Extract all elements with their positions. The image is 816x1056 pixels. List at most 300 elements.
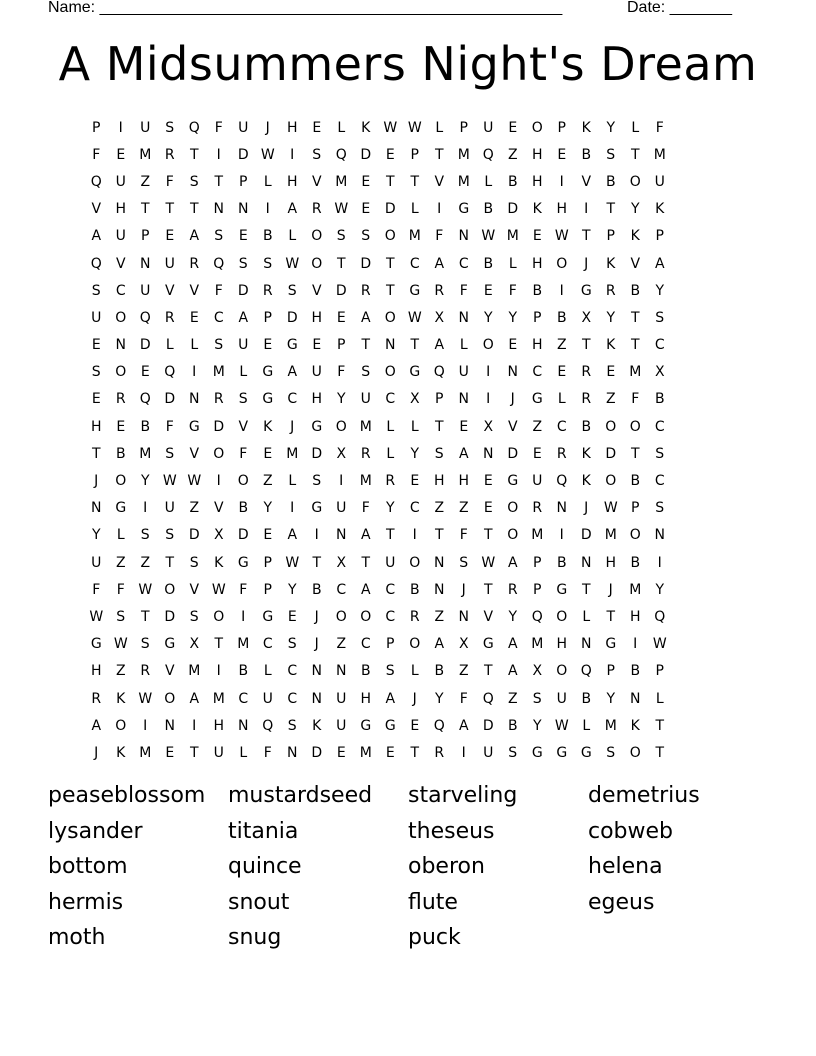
grid-cell[interactable]: S [655, 500, 665, 517]
grid-cell[interactable]: Q [433, 717, 445, 734]
grid-cell[interactable]: Y [508, 608, 518, 625]
grid-cell[interactable]: C [115, 282, 126, 299]
grid-cell[interactable]: L [165, 337, 174, 354]
grid-cell[interactable]: Z [336, 636, 347, 653]
grid-cell[interactable]: W [113, 636, 128, 653]
grid-cell[interactable]: W [334, 201, 349, 218]
grid-cell[interactable]: H [213, 717, 225, 734]
grid-cell[interactable]: A [434, 255, 445, 272]
grid-cell[interactable]: G [384, 717, 396, 734]
grid-cell[interactable]: I [192, 717, 197, 734]
grid-cell[interactable]: Q [213, 255, 225, 272]
grid-cell[interactable]: N [336, 527, 347, 544]
grid-cell[interactable]: I [143, 717, 148, 734]
grid-cell[interactable]: K [116, 690, 126, 707]
grid-cell[interactable]: J [608, 581, 613, 598]
grid-cell[interactable]: V [238, 418, 249, 435]
grid-cell[interactable]: R [385, 473, 396, 490]
grid-cell[interactable]: E [91, 391, 101, 408]
grid-cell[interactable]: P [655, 663, 664, 680]
grid-cell[interactable]: R [360, 445, 371, 462]
grid-cell[interactable]: N [630, 690, 641, 707]
grid-cell[interactable]: P [459, 119, 468, 136]
grid-cell[interactable]: N [336, 663, 347, 680]
grid-cell[interactable]: T [483, 581, 493, 598]
grid-cell[interactable]: V [164, 663, 175, 680]
grid-cell[interactable]: D [237, 282, 249, 299]
grid-cell[interactable]: H [286, 173, 298, 190]
grid-cell[interactable]: N [385, 337, 396, 354]
grid-cell[interactable]: M [139, 744, 152, 761]
grid-cell[interactable]: B [311, 581, 322, 598]
grid-cell[interactable]: A [360, 581, 371, 598]
grid-cell[interactable]: O [115, 309, 127, 326]
grid-cell[interactable]: U [91, 554, 102, 571]
grid-cell[interactable]: V [434, 173, 445, 190]
grid-cell[interactable]: T [140, 201, 150, 218]
grid-cell[interactable]: T [410, 173, 420, 190]
grid-cell[interactable]: G [605, 636, 617, 653]
grid-cell[interactable]: R [91, 690, 102, 707]
grid-cell[interactable]: S [361, 364, 371, 381]
grid-cell[interactable]: S [434, 445, 444, 462]
grid-cell[interactable]: A [189, 228, 200, 245]
grid-cell[interactable]: U [91, 309, 102, 326]
grid-cell[interactable]: P [606, 663, 615, 680]
grid-cell[interactable]: D [335, 282, 347, 299]
grid-cell[interactable]: M [408, 228, 421, 245]
grid-cell[interactable]: Z [434, 500, 445, 517]
grid-cell[interactable]: M [286, 445, 299, 462]
grid-cell[interactable]: O [409, 636, 421, 653]
grid-cell[interactable]: A [507, 554, 518, 571]
grid-cell[interactable]: G [409, 282, 421, 299]
grid-cell[interactable]: Q [482, 146, 494, 163]
grid-cell[interactable]: J [314, 636, 319, 653]
grid-cell[interactable]: P [631, 500, 640, 517]
grid-cell[interactable]: Y [532, 717, 542, 734]
grid-cell[interactable]: I [143, 500, 148, 517]
grid-cell[interactable]: K [630, 717, 640, 734]
grid-cell[interactable]: D [482, 717, 494, 734]
grid-cell[interactable]: B [605, 173, 616, 190]
grid-cell[interactable]: M [653, 146, 666, 163]
grid-cell[interactable]: A [189, 690, 200, 707]
grid-cell[interactable]: W [603, 500, 618, 517]
grid-cell[interactable]: T [410, 744, 420, 761]
grid-cell[interactable]: V [189, 282, 200, 299]
grid-cell[interactable]: Y [287, 581, 297, 598]
grid-cell[interactable]: W [187, 473, 202, 490]
grid-cell[interactable]: F [116, 581, 125, 598]
grid-cell[interactable]: T [385, 282, 395, 299]
grid-cell[interactable]: T [410, 337, 420, 354]
grid-cell[interactable]: Q [262, 717, 274, 734]
grid-cell[interactable]: Y [263, 500, 273, 517]
grid-cell[interactable]: K [630, 228, 640, 245]
grid-cell[interactable]: W [162, 473, 177, 490]
grid-cell[interactable]: L [557, 391, 566, 408]
grid-cell[interactable]: P [92, 119, 101, 136]
grid-cell[interactable]: P [557, 119, 566, 136]
grid-cell[interactable]: T [483, 527, 493, 544]
grid-cell[interactable]: L [190, 337, 199, 354]
grid-cell[interactable]: X [458, 636, 469, 653]
grid-cell[interactable]: W [554, 228, 569, 245]
grid-cell[interactable]: M [629, 364, 642, 381]
grid-cell[interactable]: T [91, 445, 101, 462]
grid-cell[interactable]: M [359, 744, 372, 761]
grid-cell[interactable]: O [556, 663, 568, 680]
grid-cell[interactable]: G [164, 636, 176, 653]
grid-cell[interactable]: H [90, 663, 102, 680]
grid-cell[interactable]: L [508, 255, 517, 272]
grid-cell[interactable]: Q [139, 391, 151, 408]
grid-cell[interactable]: E [140, 364, 150, 381]
grid-cell[interactable]: C [238, 690, 249, 707]
grid-cell[interactable]: C [287, 663, 298, 680]
grid-cell[interactable]: M [604, 527, 617, 544]
grid-cell[interactable]: G [482, 636, 494, 653]
grid-cell[interactable]: W [285, 554, 300, 571]
grid-cell[interactable]: F [655, 119, 664, 136]
grid-cell[interactable]: O [115, 717, 127, 734]
grid-cell[interactable]: G [115, 500, 127, 517]
grid-cell[interactable]: G [262, 364, 274, 381]
grid-cell[interactable]: S [655, 309, 665, 326]
grid-cell[interactable]: H [531, 255, 543, 272]
grid-cell[interactable]: N [238, 201, 249, 218]
grid-cell[interactable]: M [604, 717, 617, 734]
grid-cell[interactable]: T [189, 146, 199, 163]
grid-cell[interactable]: C [409, 500, 420, 517]
grid-cell[interactable]: O [335, 608, 347, 625]
grid-cell[interactable]: B [434, 663, 445, 680]
grid-cell[interactable]: N [238, 717, 249, 734]
grid-cell[interactable]: E [287, 608, 297, 625]
grid-cell[interactable]: R [532, 500, 543, 517]
grid-cell[interactable]: S [263, 255, 273, 272]
grid-cell[interactable]: A [360, 309, 371, 326]
grid-cell[interactable]: G [556, 744, 568, 761]
grid-cell[interactable]: F [361, 500, 370, 517]
grid-cell[interactable]: T [434, 146, 444, 163]
grid-cell[interactable]: A [287, 364, 298, 381]
grid-cell[interactable]: Z [458, 500, 469, 517]
grid-cell[interactable]: N [140, 255, 151, 272]
grid-cell[interactable]: S [91, 282, 101, 299]
grid-cell[interactable]: Q [482, 690, 494, 707]
grid-cell[interactable]: T [214, 173, 224, 190]
grid-cell[interactable]: L [435, 119, 444, 136]
grid-cell[interactable]: S [508, 744, 518, 761]
grid-cell[interactable]: Y [385, 500, 395, 517]
grid-cell[interactable]: P [410, 146, 419, 163]
grid-cell[interactable]: E [165, 744, 175, 761]
grid-cell[interactable]: Q [164, 364, 176, 381]
grid-cell[interactable]: O [384, 309, 396, 326]
grid-cell[interactable]: J [584, 500, 589, 517]
grid-cell[interactable]: P [263, 581, 272, 598]
grid-cell[interactable]: I [265, 201, 270, 218]
grid-cell[interactable]: N [458, 228, 469, 245]
grid-cell[interactable]: F [214, 119, 223, 136]
grid-cell[interactable]: S [214, 337, 224, 354]
grid-cell[interactable]: U [458, 364, 469, 381]
grid-cell[interactable]: E [557, 364, 567, 381]
grid-cell[interactable]: T [630, 337, 640, 354]
grid-cell[interactable]: O [384, 364, 396, 381]
grid-cell[interactable]: A [458, 445, 469, 462]
grid-cell[interactable]: Q [433, 364, 445, 381]
grid-cell[interactable]: T [189, 201, 199, 218]
grid-cell[interactable]: W [138, 690, 153, 707]
grid-cell[interactable]: L [386, 445, 395, 462]
grid-cell[interactable]: Q [556, 473, 568, 490]
grid-cell[interactable]: S [140, 636, 150, 653]
grid-cell[interactable]: S [655, 445, 665, 462]
grid-cell[interactable]: W [285, 255, 300, 272]
grid-cell[interactable]: S [238, 391, 248, 408]
grid-cell[interactable]: B [360, 663, 371, 680]
grid-cell[interactable]: P [435, 391, 444, 408]
grid-cell[interactable]: M [335, 173, 348, 190]
grid-cell[interactable]: Y [410, 445, 420, 462]
grid-cell[interactable]: B [654, 391, 665, 408]
grid-cell[interactable]: E [312, 119, 322, 136]
grid-cell[interactable]: F [459, 282, 468, 299]
grid-cell[interactable]: P [337, 337, 346, 354]
grid-cell[interactable]: D [360, 255, 372, 272]
grid-cell[interactable]: I [559, 282, 564, 299]
grid-cell[interactable]: H [433, 473, 445, 490]
grid-cell[interactable]: E [165, 228, 175, 245]
grid-cell[interactable]: L [459, 337, 468, 354]
grid-cell[interactable]: Y [655, 581, 665, 598]
grid-cell[interactable]: Y [483, 309, 493, 326]
grid-cell[interactable]: Q [580, 663, 592, 680]
grid-cell[interactable]: O [360, 608, 372, 625]
grid-cell[interactable]: X [336, 554, 347, 571]
grid-cell[interactable]: J [584, 255, 589, 272]
grid-cell[interactable]: W [211, 581, 226, 598]
grid-cell[interactable]: W [481, 554, 496, 571]
grid-cell[interactable]: Z [140, 554, 151, 571]
grid-cell[interactable]: D [188, 527, 200, 544]
grid-cell[interactable]: N [91, 500, 102, 517]
grid-cell[interactable]: I [216, 473, 221, 490]
grid-cell[interactable]: D [507, 201, 519, 218]
grid-cell[interactable]: W [554, 717, 569, 734]
grid-cell[interactable]: W [89, 608, 104, 625]
grid-cell[interactable]: L [410, 418, 419, 435]
grid-cell[interactable]: E [557, 146, 567, 163]
grid-cell[interactable]: T [189, 744, 199, 761]
grid-cell[interactable]: S [140, 527, 150, 544]
grid-cell[interactable]: O [115, 473, 127, 490]
grid-cell[interactable]: U [262, 690, 273, 707]
grid-cell[interactable]: B [630, 473, 641, 490]
grid-cell[interactable]: X [213, 527, 224, 544]
grid-cell[interactable]: K [116, 744, 126, 761]
grid-cell[interactable]: E [508, 337, 518, 354]
grid-cell[interactable]: T [581, 581, 591, 598]
grid-cell[interactable]: R [434, 744, 445, 761]
grid-cell[interactable]: E [385, 146, 395, 163]
grid-cell[interactable]: Z [262, 473, 273, 490]
grid-cell[interactable]: G [556, 581, 568, 598]
grid-cell[interactable]: Z [507, 690, 518, 707]
grid-cell[interactable]: O [409, 554, 421, 571]
grid-cell[interactable]: A [434, 636, 445, 653]
grid-cell[interactable]: I [216, 663, 221, 680]
grid-cell[interactable]: C [360, 636, 371, 653]
grid-cell[interactable]: A [507, 663, 518, 680]
grid-cell[interactable]: N [434, 554, 445, 571]
grid-cell[interactable]: R [605, 282, 616, 299]
grid-cell[interactable]: A [385, 690, 396, 707]
grid-cell[interactable]: L [410, 201, 419, 218]
grid-cell[interactable]: N [287, 744, 298, 761]
grid-cell[interactable]: Z [556, 337, 567, 354]
grid-cell[interactable]: T [655, 717, 665, 734]
grid-cell[interactable]: N [434, 581, 445, 598]
grid-cell[interactable]: N [483, 445, 494, 462]
grid-cell[interactable]: I [290, 146, 295, 163]
grid-cell[interactable]: U [238, 119, 249, 136]
grid-cell[interactable]: L [484, 173, 493, 190]
grid-cell[interactable]: B [483, 255, 494, 272]
grid-cell[interactable]: S [165, 527, 175, 544]
grid-cell[interactable]: M [139, 445, 152, 462]
grid-cell[interactable]: O [629, 418, 641, 435]
grid-cell[interactable]: Y [336, 391, 346, 408]
grid-cell[interactable]: O [213, 445, 225, 462]
grid-cell[interactable]: S [189, 173, 199, 190]
grid-cell[interactable]: M [212, 690, 225, 707]
grid-cell[interactable]: V [581, 173, 592, 190]
grid-cell[interactable]: N [115, 337, 126, 354]
grid-cell[interactable]: O [164, 581, 176, 598]
grid-cell[interactable]: G [580, 744, 592, 761]
grid-cell[interactable]: Z [434, 608, 445, 625]
grid-cell[interactable]: F [459, 527, 468, 544]
grid-cell[interactable]: I [412, 527, 417, 544]
grid-cell[interactable]: F [435, 228, 444, 245]
grid-cell[interactable]: I [314, 527, 319, 544]
grid-cell[interactable]: F [165, 173, 174, 190]
grid-cell[interactable]: N [311, 690, 322, 707]
grid-cell[interactable]: I [559, 173, 564, 190]
grid-cell[interactable]: N [654, 527, 665, 544]
grid-cell[interactable]: N [556, 500, 567, 517]
grid-cell[interactable]: V [311, 173, 322, 190]
grid-cell[interactable]: G [262, 608, 274, 625]
grid-cell[interactable]: K [361, 119, 371, 136]
grid-cell[interactable]: E [508, 119, 518, 136]
grid-cell[interactable]: E [483, 500, 493, 517]
grid-cell[interactable]: Q [90, 173, 102, 190]
grid-cell[interactable]: N [458, 391, 469, 408]
grid-cell[interactable]: P [533, 581, 542, 598]
grid-cell[interactable]: Z [605, 391, 616, 408]
grid-cell[interactable]: N [311, 663, 322, 680]
grid-cell[interactable]: U [336, 690, 347, 707]
grid-cell[interactable]: S [287, 636, 297, 653]
grid-cell[interactable]: D [360, 146, 372, 163]
grid-cell[interactable]: L [582, 608, 591, 625]
grid-cell[interactable]: A [654, 255, 665, 272]
grid-cell[interactable]: F [92, 581, 101, 598]
grid-cell[interactable]: S [238, 255, 248, 272]
grid-cell[interactable]: S [532, 690, 542, 707]
grid-cell[interactable]: M [188, 663, 201, 680]
grid-cell[interactable]: X [409, 391, 420, 408]
grid-cell[interactable]: O [605, 418, 617, 435]
grid-cell[interactable]: W [383, 119, 398, 136]
grid-cell[interactable]: E [263, 337, 273, 354]
grid-cell[interactable]: D [213, 418, 225, 435]
grid-cell[interactable]: M [212, 364, 225, 381]
grid-cell[interactable]: F [92, 146, 101, 163]
grid-cell[interactable]: T [385, 527, 395, 544]
grid-cell[interactable]: S [606, 744, 616, 761]
grid-cell[interactable]: H [286, 119, 298, 136]
grid-cell[interactable]: L [263, 663, 272, 680]
grid-cell[interactable]: B [238, 500, 249, 517]
grid-cell[interactable]: V [311, 282, 322, 299]
grid-cell[interactable]: R [189, 255, 200, 272]
grid-cell[interactable]: A [91, 228, 102, 245]
grid-cell[interactable]: O [115, 364, 127, 381]
grid-cell[interactable]: D [139, 337, 151, 354]
grid-cell[interactable]: S [116, 608, 126, 625]
grid-cell[interactable]: H [605, 554, 617, 571]
grid-cell[interactable]: T [434, 527, 444, 544]
grid-cell[interactable]: S [459, 554, 469, 571]
grid-cell[interactable]: S [165, 445, 175, 462]
grid-cell[interactable]: B [532, 282, 543, 299]
grid-cell[interactable]: T [434, 418, 444, 435]
grid-cell[interactable]: T [606, 201, 616, 218]
grid-cell[interactable]: I [559, 527, 564, 544]
grid-cell[interactable]: U [336, 717, 347, 734]
grid-cell[interactable]: K [312, 717, 322, 734]
grid-cell[interactable]: W [260, 146, 275, 163]
grid-cell[interactable]: R [581, 364, 592, 381]
grid-cell[interactable]: G [311, 500, 323, 517]
grid-cell[interactable]: P [263, 554, 272, 571]
grid-cell[interactable]: D [384, 201, 396, 218]
grid-cell[interactable]: R [409, 608, 420, 625]
grid-cell[interactable]: R [140, 663, 151, 680]
grid-cell[interactable]: P [263, 309, 272, 326]
grid-cell[interactable]: D [311, 445, 323, 462]
grid-cell[interactable]: E [532, 445, 542, 462]
grid-cell[interactable]: E [336, 744, 346, 761]
grid-cell[interactable]: Z [532, 418, 543, 435]
grid-cell[interactable]: F [631, 391, 640, 408]
grid-cell[interactable]: T [140, 608, 150, 625]
grid-cell[interactable]: B [483, 201, 494, 218]
grid-cell[interactable]: I [633, 636, 638, 653]
grid-cell[interactable]: G [90, 636, 102, 653]
grid-cell[interactable]: E [116, 146, 126, 163]
grid-cell[interactable]: M [629, 581, 642, 598]
grid-cell[interactable]: P [606, 228, 615, 245]
grid-cell[interactable]: T [385, 255, 395, 272]
grid-cell[interactable]: O [531, 119, 543, 136]
